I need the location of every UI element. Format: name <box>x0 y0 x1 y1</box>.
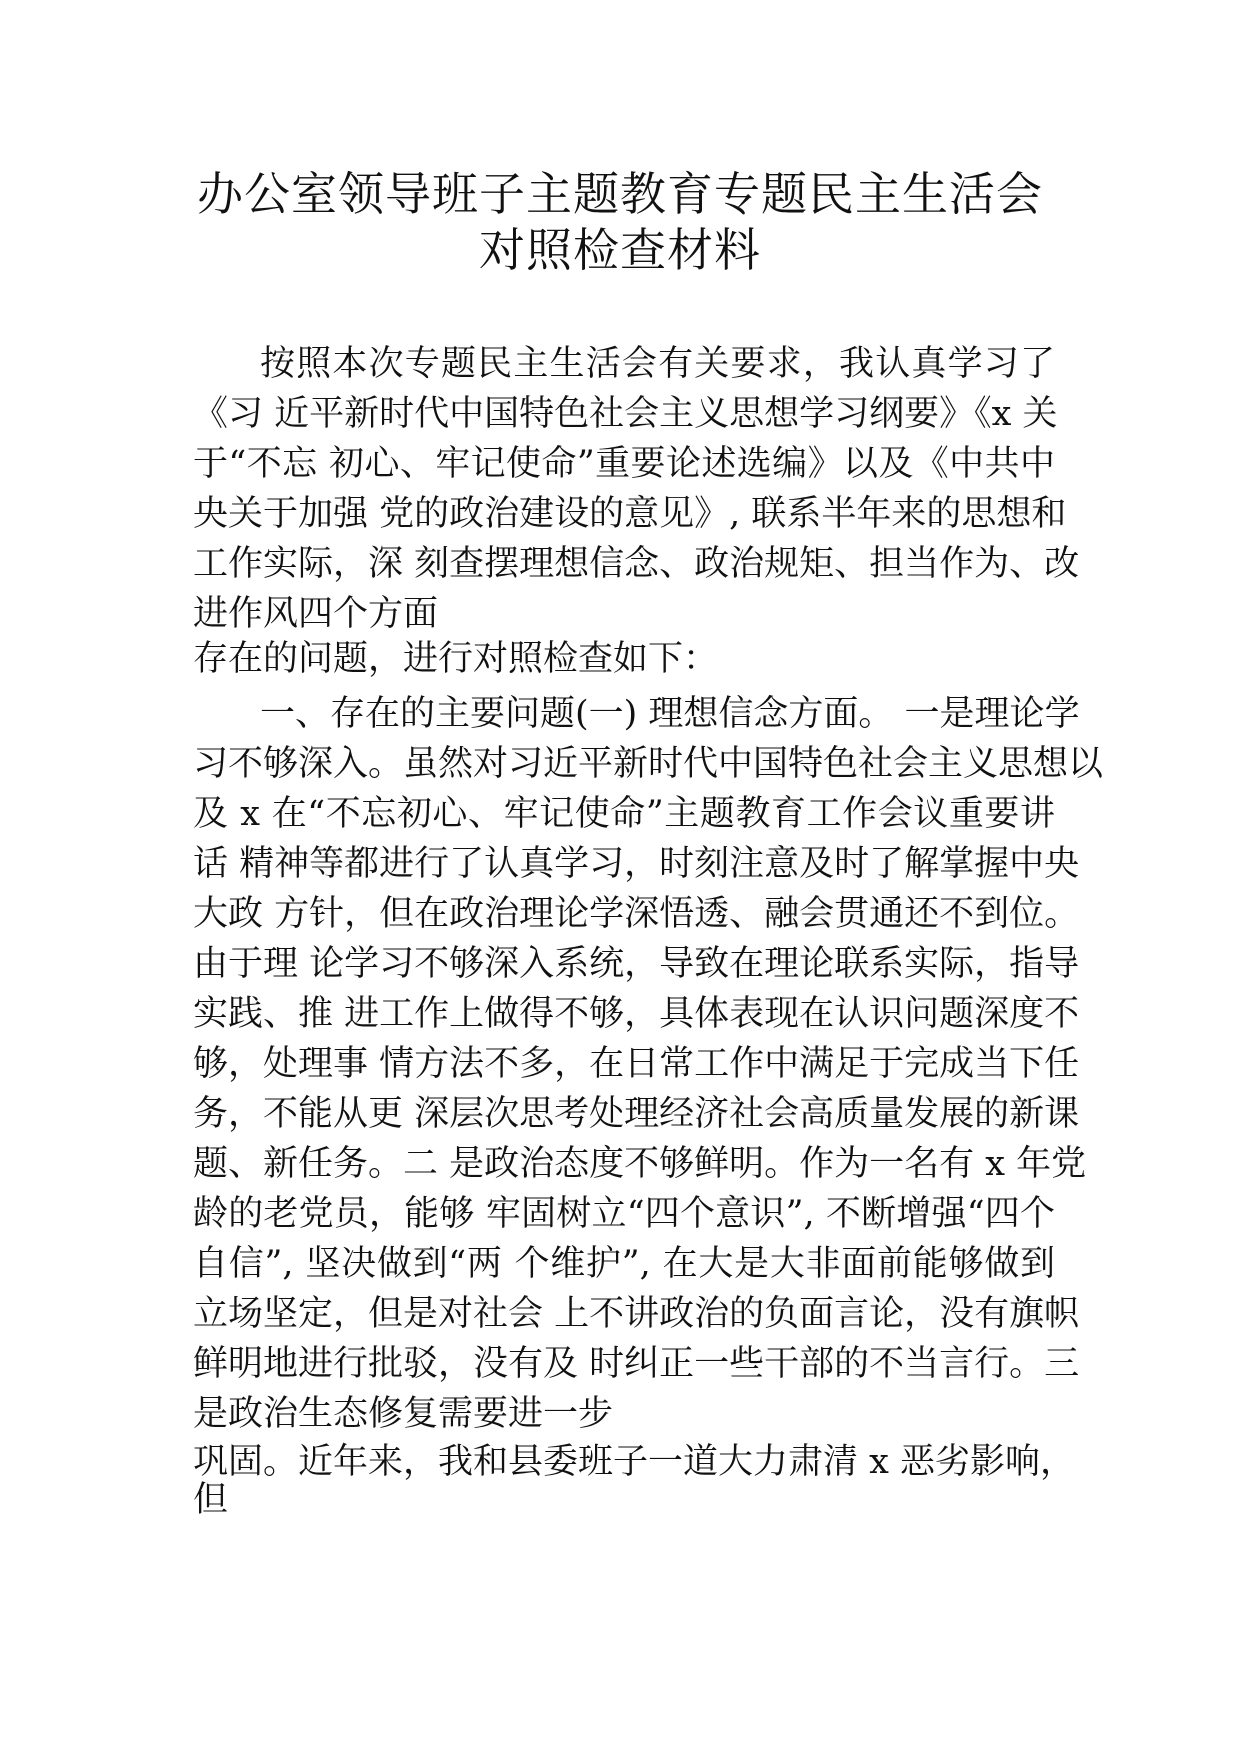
paragraph-line: 够，处理事 情方法不多，在日常工作中满足于完成当下任 <box>193 1044 1080 1084</box>
paragraph-line: 实践、推 进工作上做得不够，具体表现在认识问题深度不 <box>193 994 1080 1034</box>
paragraph-line: 工作实际，深 刻查摆理想信念、政治规矩、担当作为、改 <box>193 544 1080 584</box>
paragraph-line: 习不够深入。虽然对习近平新时代中国特色社会主义思想以 <box>193 744 1104 784</box>
paragraph-line: 自信”, 坚决做到“两 个维护”, 在大是大非面前能够做到 <box>193 1244 1055 1284</box>
paragraph-line: 务，不能从更 深层次思考处理经济社会高质量发展的新课 <box>193 1094 1080 1134</box>
paragraph-line: 题、新任务。二 是政治态度不够鲜明。作为一名有 x 年党 <box>193 1144 1087 1184</box>
paragraph-line: 巩固。近年来，我和县委班子一道大力肃清 x 恶劣影响， <box>193 1442 1075 1482</box>
paragraph-line: 话 精神等都进行了认真学习，时刻注意及时了解掌握中央 <box>193 844 1080 884</box>
paragraph-line: 央关于加强 党的政治建设的意见》, 联系半年来的思想和 <box>193 494 1067 534</box>
paragraph-line: 及 x 在“不忘初心、牢记使命”主题教育工作会议重要讲 <box>193 794 1055 834</box>
paragraph-line: 按照本次专题民主生活会有关要求，我认真学习了 <box>260 344 1055 384</box>
paragraph-line: 鲜明地进行批驳，没有及 时纠正一些干部的不当言行。三 <box>193 1344 1080 1384</box>
paragraph-line: 于“不忘 初心、牢记使命”重要论述选编》以及《中共中 <box>193 444 1055 484</box>
paragraph-line: 大政 方针，但在政治理论学深悟透、融会贯通还不到位。 <box>193 894 1080 934</box>
paragraph-line: 但 <box>193 1480 229 1520</box>
paragraph-line: 一、存在的主要问题(一) 理想信念方面。 一是理论学 <box>260 694 1080 734</box>
paragraph-line: 进作风四个方面 <box>193 594 439 634</box>
document-title-line-2: 对照检查材料 <box>479 223 761 277</box>
document-title-line-1: 办公室领导班子主题教育专题民主生活会 <box>197 167 1043 221</box>
paragraph-line: 龄的老党员，能够 牢固树立“四个意识”, 不断增强“四个 <box>193 1194 1055 1234</box>
paragraph-line: 《习 近平新时代中国特色社会主义思想学习纲要》《x 关 <box>193 394 1058 434</box>
paragraph-line: 是政治生态修复需要进一步 <box>193 1394 614 1434</box>
paragraph-line: 立场坚定，但是对社会 上不讲政治的负面言论，没有旗帜 <box>193 1294 1080 1334</box>
paragraph-line: 由于理 论学习不够深入系统，导致在理论联系实际，指导 <box>193 944 1080 984</box>
paragraph-line: 存在的问题，进行对照检查如下： <box>193 639 719 679</box>
